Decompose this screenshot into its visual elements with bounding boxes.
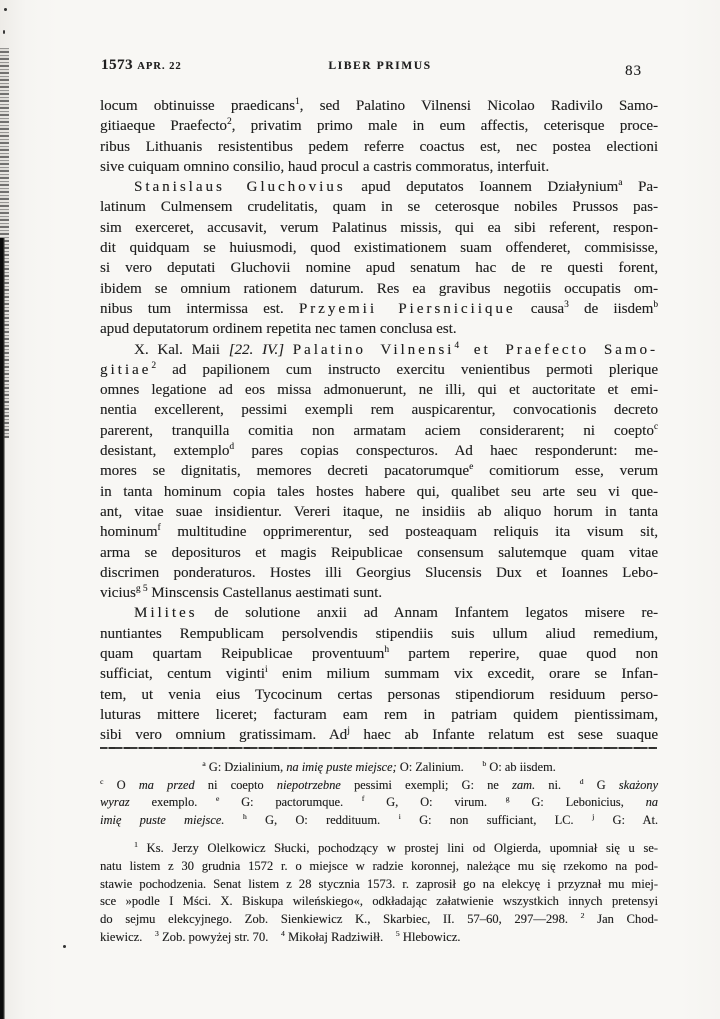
text-line: [100, 299, 658, 319]
paragraph: [100, 840, 658, 947]
text-segment: [561, 778, 580, 792]
text-segment: causa: [515, 300, 565, 317]
text-segment: Hlebowicz.: [399, 929, 461, 944]
paragraph: [100, 340, 658, 604]
superscript-reference: h: [384, 645, 389, 656]
header-date-year: 1573: [101, 57, 133, 73]
text-line: [100, 502, 658, 522]
text-segment: apud deputatos Ioannem Działynium: [345, 179, 619, 196]
superscript-reference: 3: [564, 299, 569, 310]
text-line: [100, 777, 658, 795]
superscript-reference: d: [579, 776, 584, 786]
text-segment: locum obtinuisse praedicans: [100, 98, 295, 114]
text-segment: na: [645, 795, 658, 810]
text-segment: sce »podle I Mści. X. Biskupa wileńskiego«, odkładając załatwienie wszystkich innych pretensyi: [100, 894, 658, 909]
running-title: LIBER PRIMUS: [328, 60, 432, 72]
text-segment: [142, 930, 155, 944]
text-line: [100, 522, 658, 542]
text-line: [100, 543, 658, 563]
text-segment: exemplo.: [129, 795, 198, 810]
text-segment: enim milium summam vix excedit, orare se Infan-: [267, 666, 658, 683]
text-segment: latinum Culmensem crudelitatis, quam in se ceterosque nobiles Prussos pas-: [100, 199, 658, 216]
text-line: [100, 218, 658, 238]
text-segment: Przyemii Piersniciique: [298, 300, 516, 317]
text-segment: haec ab Infante relatum est sese suaque: [349, 727, 658, 744]
superscript-reference: 2: [151, 360, 156, 371]
text-segment: G: At.: [594, 812, 658, 827]
text-segment: [383, 930, 396, 944]
text-segment: ni coepto: [194, 777, 277, 792]
text-segment: [487, 795, 506, 809]
text-segment: ni.: [535, 777, 561, 792]
text-line: [100, 116, 658, 136]
text-segment: hominum: [100, 524, 158, 541]
text-segment: sive cuiquam omnino consilio, haud procul a castris commoratus, interfuit.: [100, 158, 550, 175]
text-line: [100, 197, 658, 217]
text-segment: gitiae: [100, 361, 152, 378]
scan-speck: [3, 30, 5, 34]
superscript-reference: h: [242, 811, 247, 821]
text-segment: G: Dzialinium,: [205, 760, 287, 774]
text-segment: ad papilionem cum instructo exercitu venientibus permoti plerique: [155, 361, 658, 378]
paragraph: [100, 603, 658, 745]
text-segment: tem, ut venia eius Tycocinum certas personas stipendiorum residuum perso-: [100, 686, 658, 703]
scan-speck: [4, 8, 7, 11]
text-segment: partem reperire, quae quod non: [388, 646, 658, 663]
text-line: [100, 380, 658, 400]
text-segment: mores se dignitatis, memores decreti pacatorumque: [100, 463, 470, 480]
text-line: [100, 441, 658, 461]
text-segment: in tanta hominum copia tales hostes habere qui, qualibet seu arte seu vi que-: [100, 483, 658, 500]
text-line: [100, 603, 658, 623]
text-segment: ant, vitae suae insidientur. Vereri itaque, ne insidiis ab aliquo horum in tanta: [100, 503, 658, 520]
text-segment: [568, 912, 581, 926]
superscript-reference: 1: [294, 97, 300, 107]
text-line: [100, 563, 658, 583]
text-line: [100, 258, 658, 278]
text-segment: O: [103, 777, 139, 792]
text-segment: sibi vero omnium gratissimam. Ad: [100, 727, 348, 744]
superscript-reference: 1: [134, 839, 138, 849]
text-segment: ma przed: [138, 777, 195, 792]
scan-gutter-shadow: [0, 238, 5, 1019]
text-segment: , privatim primo male in eum affectis, ceterisque proce-: [231, 118, 658, 135]
text-segment: Jan Chod-: [584, 912, 659, 927]
footnotes: [100, 840, 658, 947]
superscript-reference: i: [264, 665, 268, 676]
text-line: [100, 929, 658, 947]
text-line: [100, 812, 658, 830]
text-segment: discrimen ponderaturos. Hostes illi Georgius Slucensis Dux et Ioannes Lebo-: [100, 564, 658, 581]
text-line: [100, 840, 658, 858]
superscript-reference: i: [398, 811, 401, 821]
text-segment: multitudine opprimerentur, sed posteaquam reliquis ita visum sit,: [160, 524, 658, 541]
paragraph: [100, 759, 658, 829]
superscript-reference: g 5: [135, 584, 148, 595]
text-segment: skażony: [618, 777, 658, 792]
text-line: [100, 705, 658, 725]
text-segment: parerent, tranquilla comitia non armatam aciem considerarent; ni coepto: [100, 422, 654, 439]
text-line: [100, 96, 658, 116]
main-text: [100, 96, 658, 746]
text-line: [100, 157, 658, 177]
superscript-reference: 4: [454, 340, 459, 351]
superscript-reference: 2: [580, 911, 585, 920]
text-segment: nibus tum intermissa est.: [100, 300, 299, 317]
text-segment: gitiaeque Praefecto: [100, 118, 227, 135]
superscript-reference: f: [157, 523, 161, 534]
text-segment: G: non sufficiant, LC.: [400, 812, 574, 827]
text-segment: omnes legatione ad eos missa admonuerunt, ne illi, qui et auctoritate et emi-: [100, 382, 658, 399]
text-segment: comitiorum esse, verum: [473, 463, 658, 480]
text-segment: [574, 813, 593, 827]
text-segment: [268, 930, 281, 944]
text-line: [100, 876, 658, 894]
text-segment: nuntiantes Rempublicam persolvendis stipendiis suis ullum aliud remedium,: [100, 625, 658, 642]
text-segment: [224, 813, 243, 827]
text-segment: luturas mittere liceret; facturam eam rem in patriam quidem pientissimam,: [100, 706, 658, 723]
text-segment: natu listem z 30 grudnia 1572 r. o miejsce w radzie koronnej, należące mu się rzekomo na pod-: [100, 858, 658, 873]
superscript-reference: 2: [226, 117, 232, 128]
superscript-reference: f: [361, 794, 365, 804]
text-line: [100, 794, 658, 812]
text-line: [100, 911, 658, 929]
text-segment: arma se deposituros et magis Reipublicae consensum salutemque quam vitae: [100, 544, 658, 561]
superscript-reference: a: [618, 178, 623, 189]
text-segment: , sed Palatino Vilnensi Nicolao Radivilo Samo-: [299, 98, 658, 114]
text-segment: Palatino Vilnensi: [292, 341, 455, 358]
text-segment: pessimi exempli; G: ne: [340, 777, 512, 792]
text-segment: ribus Lithuanis resistentibus pedem referre coactus est, nec postea electioni: [100, 138, 658, 155]
text-segment: apud deputatorum ordinem repetita nec tamen conclusa est.: [100, 321, 457, 338]
superscript-reference: c: [100, 776, 104, 786]
text-line: [100, 461, 658, 481]
text-segment: O: Zalinium.: [396, 760, 464, 774]
superscript-reference: 5: [395, 928, 400, 938]
text-segment: sufficiat, centum viginti: [100, 666, 265, 683]
paragraph: [100, 177, 658, 339]
header-date-rest: APR. 22: [137, 61, 182, 72]
text-segment: ibidem se omnium rationem daturum. Res ea gravibus negotiis occupatis om-: [100, 280, 658, 297]
text-segment: niepotrzebne: [276, 777, 341, 792]
text-line: [100, 759, 658, 777]
text-segment: na imię puste miejsce;: [286, 760, 397, 774]
text-segment: O: ab iisdem.: [486, 760, 556, 774]
superscript-reference: c: [653, 421, 658, 432]
superscript-reference: j: [347, 726, 350, 737]
text-segment: do sejmu elekcyjnego. Zob. Sienkiewicz K., Skarbiec, II. 57–60, 297—298.: [100, 912, 568, 927]
text-segment: Milites: [134, 605, 198, 622]
superscript-reference: 4: [280, 928, 285, 938]
superscript-reference: a: [202, 758, 206, 768]
superscript-reference: d: [229, 442, 235, 453]
superscript-reference: 3: [154, 928, 159, 938]
text-segment: stawie pochodzenia. Senat listem z 28 stycznia 1573. r. zaprosił go na elekcyę i przyznał mu miej-: [100, 876, 658, 891]
text-segment: sim exerceret, accusavit, verum Palatinus missis, qui ea sibi referent, respon-: [100, 219, 658, 236]
paragraph: [100, 96, 658, 177]
text-segment: Ks. Jerzy Olelkowicz Słucki, pochodzący w prostej lini od Olgierda, upomniał się u se-: [137, 841, 658, 855]
text-line: [100, 279, 658, 299]
text-segment: Stanislaus Gluchovius: [134, 179, 346, 196]
text-segment: dit quidquam se huiusmodi, quod existimationem suam offenderet, commisisse,: [100, 240, 658, 257]
text-line: [100, 360, 658, 380]
text-line: [100, 858, 658, 876]
text-segment: Minscensis Castellanus aestimati sunt.: [147, 585, 383, 602]
text-line: [100, 177, 658, 197]
text-line: [100, 664, 658, 684]
text-segment: wyraz: [100, 795, 130, 810]
text-line: [100, 893, 658, 911]
text-segment: de solutione anxii ad Annam Infantem legatos misere re-: [197, 605, 658, 622]
text-line: [100, 137, 658, 157]
text-segment: si vero deputati Gluchovii nomine apud senatum hac de re questi forent,: [100, 260, 658, 277]
text-segment: quam quartam Reipublicae proventuum: [100, 646, 385, 663]
text-segment: Zob. powyżej str. 70.: [158, 929, 269, 944]
footnote-rule: [100, 747, 657, 749]
superscript-reference: e: [469, 462, 474, 473]
text-segment: pares copias conspecturos. Ad haec responderunt: me-: [234, 443, 658, 460]
text-segment: zam.: [512, 777, 536, 792]
text-segment: [22. IV.]: [228, 341, 284, 358]
text-line: [100, 400, 658, 420]
superscript-reference: g: [505, 794, 510, 804]
text-segment: Pa-: [622, 179, 658, 196]
text-segment: et Praefecto Samo-: [459, 341, 659, 358]
text-segment: [464, 760, 483, 774]
text-line: [100, 340, 658, 360]
text-segment: kiewicz.: [100, 929, 143, 944]
text-line: [100, 238, 658, 258]
text-segment: vicius: [100, 585, 136, 602]
scan-speck: [63, 945, 66, 948]
text-segment: G: Lebonicius,: [509, 795, 646, 810]
superscript-reference: b: [482, 758, 487, 768]
text-line: [100, 725, 658, 745]
text-segment: [284, 342, 293, 358]
text-line: [100, 319, 658, 339]
superscript-reference: e: [215, 794, 220, 804]
text-segment: G, O: virum.: [364, 795, 488, 810]
text-segment: G: [583, 777, 619, 792]
text-segment: Mikołaj Radziwiłł.: [284, 929, 384, 944]
critical-apparatus: [100, 759, 658, 829]
text-segment: [380, 813, 399, 827]
text-line: [100, 644, 658, 664]
text-line: [100, 482, 658, 502]
text-line: [100, 583, 658, 603]
superscript-reference: b: [653, 299, 658, 310]
text-segment: imię puste miejsce.: [100, 812, 225, 827]
text-segment: G: pactorumque.: [219, 795, 344, 810]
text-line: [100, 685, 658, 705]
text-segment: X. Kal. Maii: [134, 341, 229, 358]
text-line: [100, 624, 658, 644]
text-segment: G, O: reddituum.: [246, 812, 381, 827]
text-segment: de iisdem: [568, 300, 654, 317]
text-segment: desistant, extemplo: [100, 443, 230, 460]
page-number: 83: [625, 63, 642, 79]
superscript-reference: j: [592, 811, 595, 821]
text-segment: [343, 795, 362, 809]
text-segment: [197, 795, 216, 809]
text-segment: nentia excellerent, pessimi exempli rem auspicarentur, convocationis decreto: [100, 402, 658, 419]
text-line: [100, 421, 658, 441]
